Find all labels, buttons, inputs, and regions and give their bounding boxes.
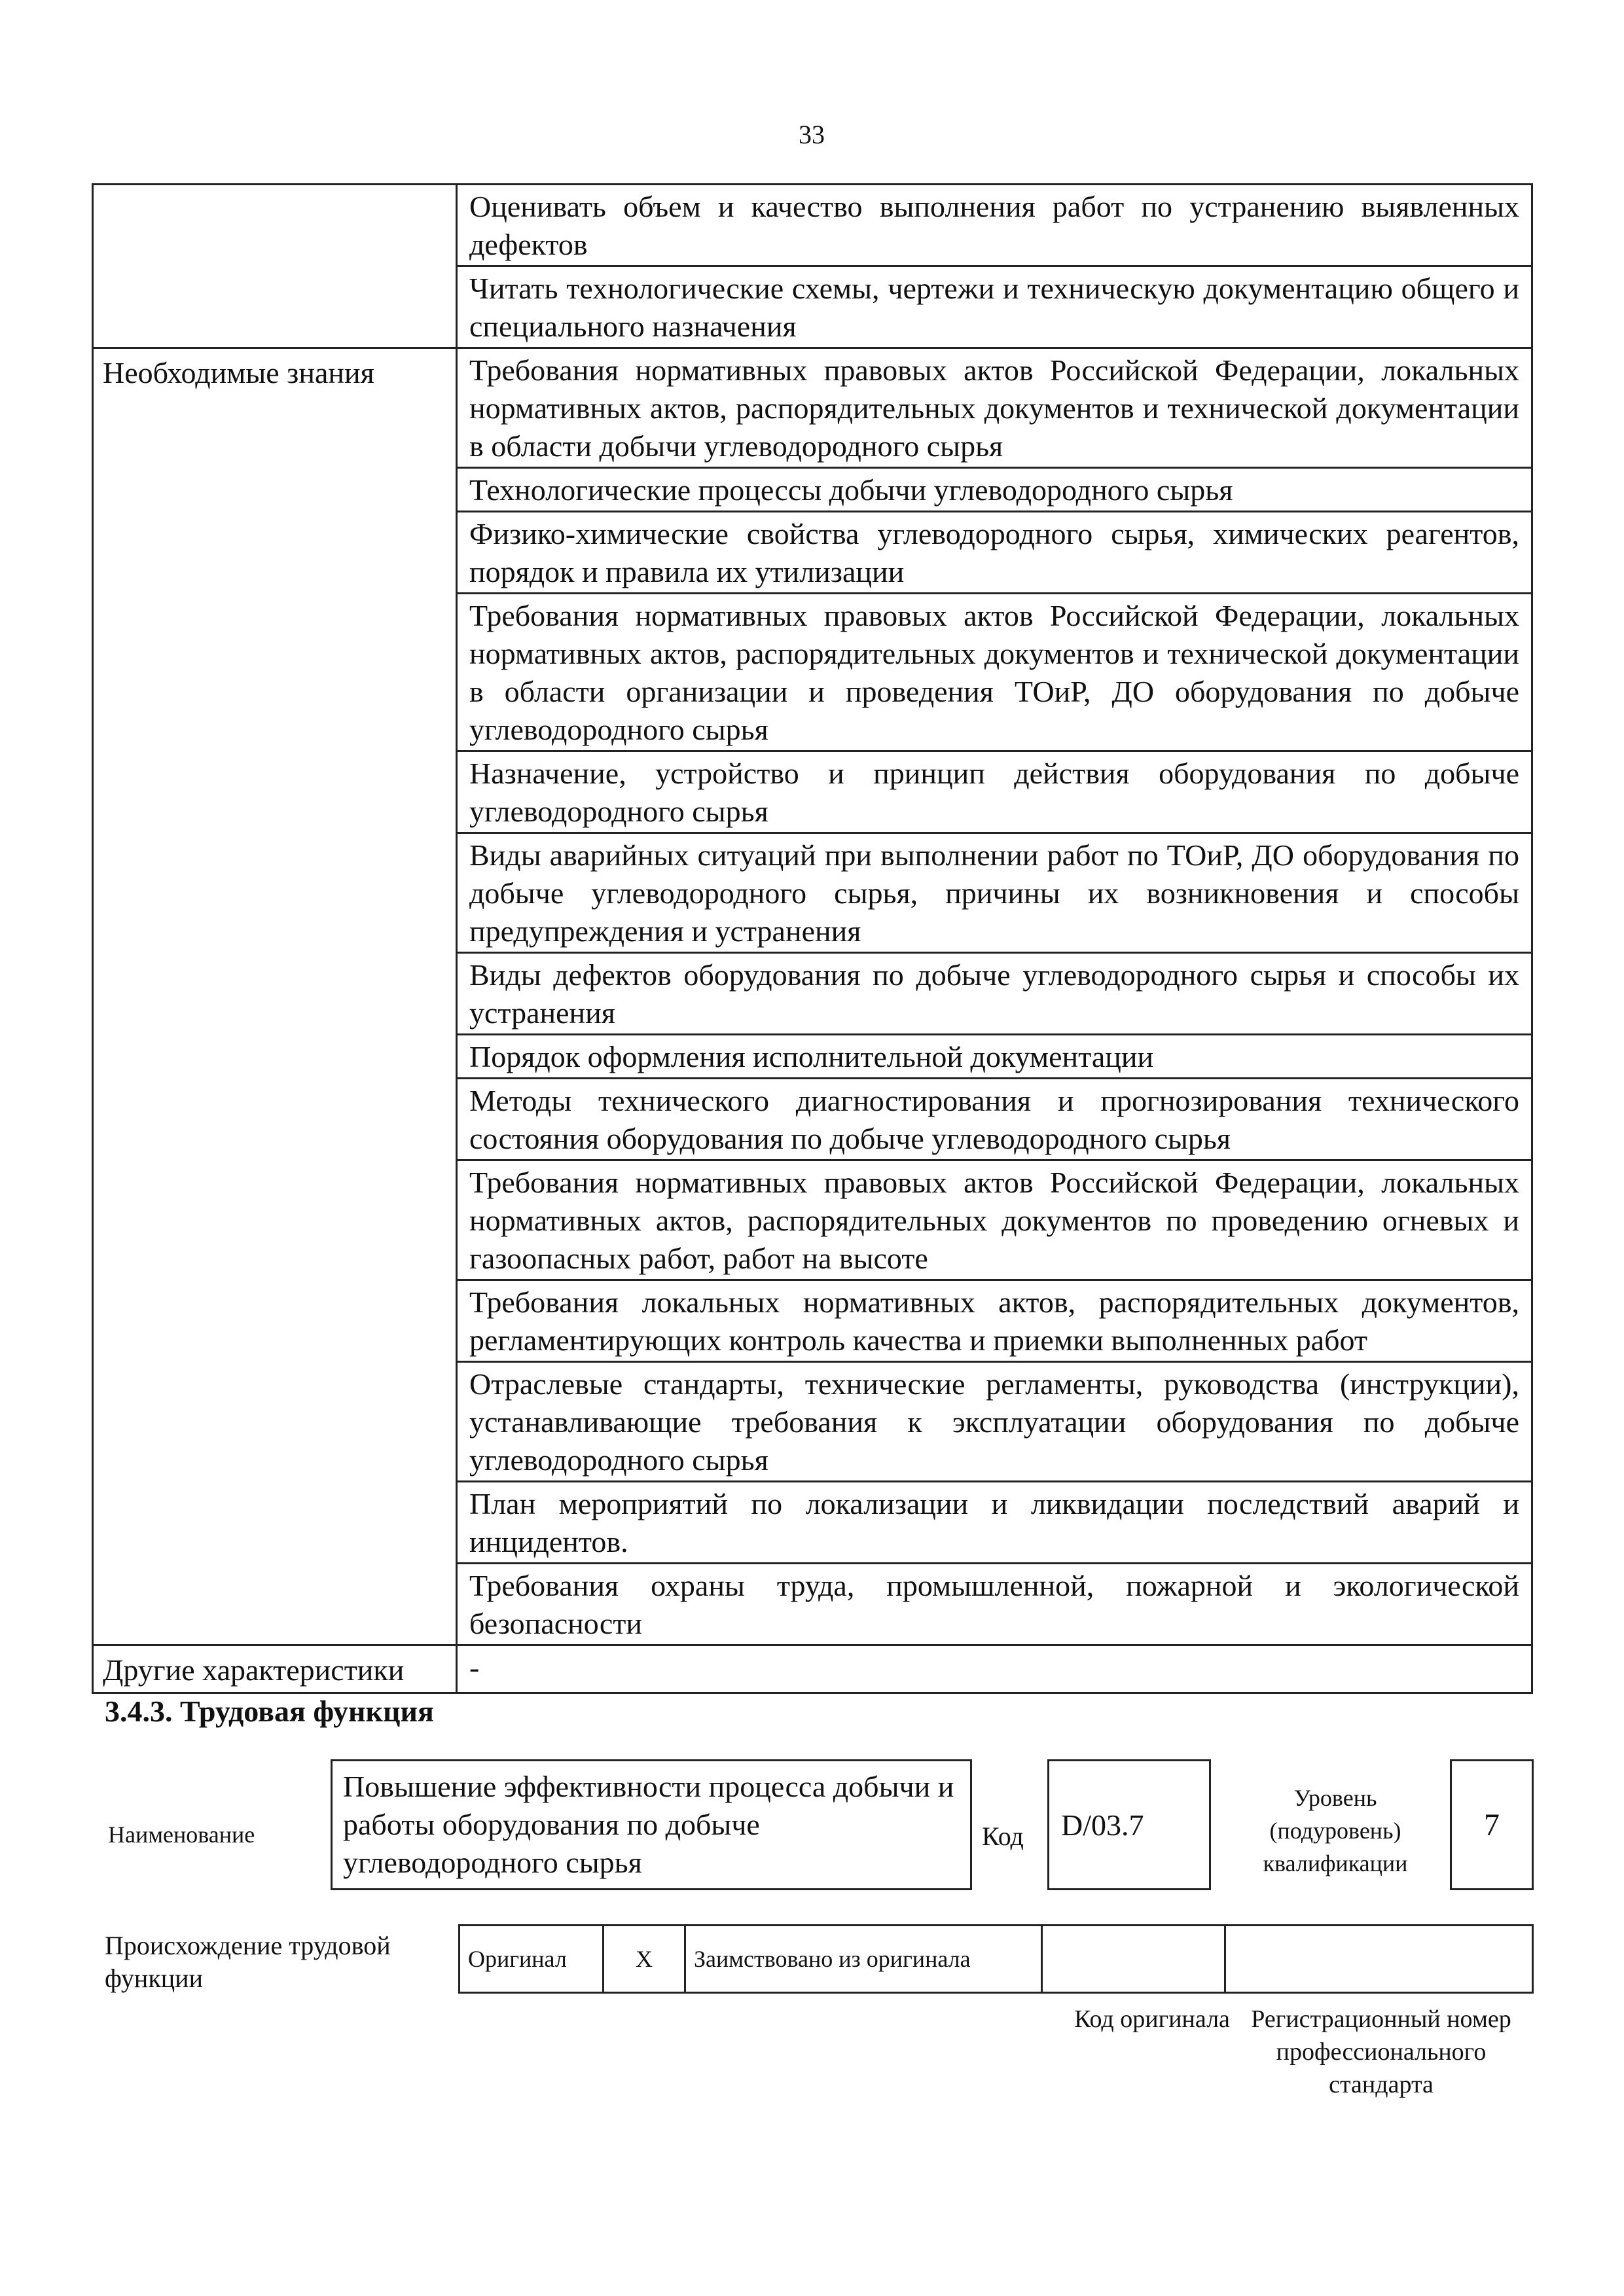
table-row: [93, 348, 1532, 468]
qualification-level-box: 7: [1450, 1759, 1534, 1890]
knowledge-label: Необходимые знания: [93, 348, 457, 1645]
original-mark: X: [604, 1926, 685, 1993]
knowledge-item: Физико-химические свойства углеводородного сырья, химических реагентов, порядок и правила их утилизации: [457, 512, 1532, 594]
knowledge-item: Требования нормативных правовых актов Российской Федерации, локальных нормативных актов, распорядительных документов и технической документации в области организации и проведения ТОиР, ДО оборудования по добыче углеводородного сырья: [457, 594, 1532, 751]
name-label: Наименование: [108, 1821, 255, 1848]
qualification-level-label: Уровень (подуровень) квалификации: [1263, 1785, 1408, 1876]
table-row: [93, 1645, 1532, 1693]
knowledge-item: Технологические процессы добычи углеводородного сырья: [457, 468, 1532, 512]
code-original-cell: [1042, 1926, 1225, 1993]
knowledge-item: Методы технического диагностирования и прогнозирования технического состояния оборудования по добыче углеводородного сырья: [457, 1079, 1532, 1160]
reg-number-label: Регистрационный номер профессионального стандарта: [1251, 2005, 1511, 2098]
section-title: 3.4.3. Трудовая функция: [105, 1695, 434, 1728]
knowledge-item: Виды дефектов оборудования по добыче углеводородного сырья и способы их устранения: [457, 953, 1532, 1035]
skills-label-cell: [93, 185, 457, 348]
knowledge-item: Назначение, устройство и принцип действия оборудования по добыче углеводородного сырья: [457, 751, 1532, 833]
original-cell: Оригинал: [460, 1926, 604, 1993]
knowledge-item: Виды аварийных ситуаций при выполнении работ по ТОиР, ДО оборудования по добыче углеводородного сырья, причины их возникновения и способы предупреждения и устранения: [457, 833, 1532, 953]
knowledge-item: Требования нормативных правовых актов Российской Федерации, локальных нормативных актов, распорядительных документов и технической документации в области добычи углеводородного сырья: [457, 348, 1532, 468]
code-label: Код: [982, 1821, 1024, 1851]
skill-item: Оценивать объем и качество выполнения работ по устранению выявленных дефектов: [457, 185, 1532, 266]
origin-label: Происхождение трудовой функции: [105, 1931, 391, 1993]
function-name-box: Повышение эффективности процесса добычи и работы оборудования по добыче углеводородного сырья: [331, 1759, 972, 1890]
reg-number-cell: [1225, 1926, 1533, 1993]
borrowed-cell: Заимствовано из оригинала: [685, 1926, 1042, 1993]
knowledge-item: План мероприятий по локализации и ликвидации последствий аварий и инцидентов.: [457, 1482, 1532, 1564]
knowledge-item: Отраслевые стандарты, технические регламенты, руководства (инструкции), устанавливающие требования к эксплуатации оборудования по добыче углеводородного сырья: [457, 1362, 1532, 1482]
page-number: 33: [799, 120, 825, 149]
other-characteristics-value: -: [457, 1645, 1532, 1693]
origin-table: [458, 1924, 1534, 1994]
other-characteristics-label: Другие характеристики: [93, 1645, 457, 1693]
knowledge-table: [92, 183, 1533, 1694]
table-row: [93, 185, 1532, 266]
code-original-label: Код оригинала: [1074, 2005, 1230, 2033]
knowledge-item: Требования охраны труда, промышленной, пожарной и экологической безопасности: [457, 1564, 1532, 1645]
skill-item: Читать технологические схемы, чертежи и техническую документацию общего и специального назначения: [457, 266, 1532, 348]
knowledge-item: Требования нормативных правовых актов Российской Федерации, локальных нормативных актов, распорядительных документов по проведению огневых и газоопасных работ, работ на высоте: [457, 1160, 1532, 1280]
knowledge-item: Порядок оформления исполнительной документации: [457, 1035, 1532, 1079]
function-code-box: D/03.7: [1047, 1759, 1211, 1890]
knowledge-item: Требования локальных нормативных актов, распорядительных документов, регламентирующих контроль качества и приемки выполненных работ: [457, 1280, 1532, 1362]
